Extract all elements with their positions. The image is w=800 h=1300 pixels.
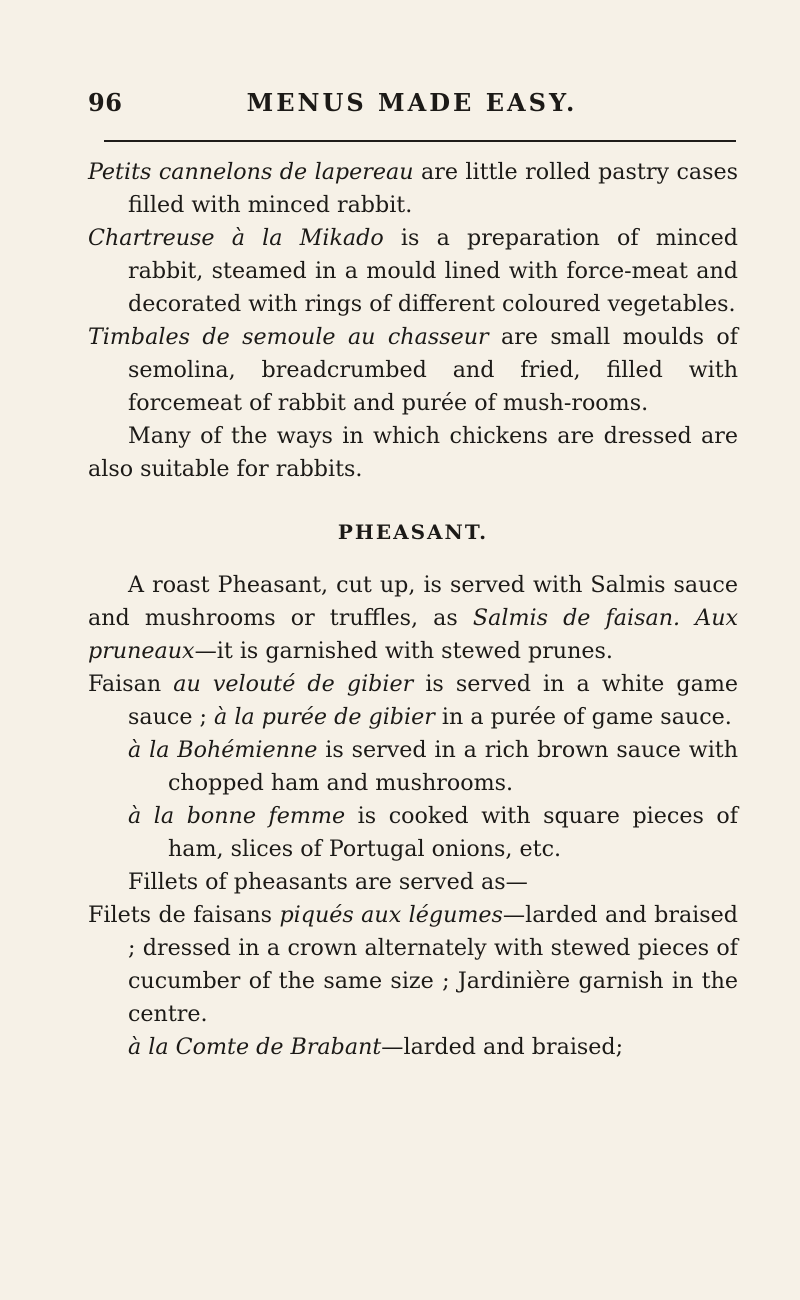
- rabbit-note: Many of the ways in which chickens are dressed are also suitable for rabbits.: [88, 423, 738, 482]
- dish-term: à la purée de gibier: [214, 704, 435, 730]
- dish-description: is cooked with square pieces of ham, slices of Portugal onions, etc.: [168, 803, 738, 862]
- entry-bohemienne: [128, 734, 738, 800]
- dish-term: piqués aux légumes: [279, 902, 503, 928]
- dish-description: are little rolled pastry cases filled with minced rabbit.: [128, 159, 739, 218]
- entry-chartreuse: [88, 222, 738, 321]
- dish-description: is a preparation of minced rabbit, steamed in a mould lined with force-meat and decorated with rings of different coloured vegetables.: [128, 225, 738, 317]
- dish-term: à la Comte de Brabant: [128, 1034, 382, 1060]
- dish-label: Faisan: [88, 671, 174, 697]
- entry-bonne-femme: [128, 800, 738, 866]
- entry-faisan-veloute: [88, 668, 738, 734]
- dish-label: Filets de faisans: [88, 902, 280, 928]
- dish-term: à la bonne femme: [128, 803, 346, 829]
- page-number: 96: [88, 88, 123, 117]
- page-body: [88, 156, 738, 1064]
- pheasant-intro-text: —it is garnished with stewed prunes.: [194, 638, 613, 664]
- dish-term: Aux pruneaux: [88, 605, 738, 664]
- dish-description: is served in a rich brown sauce with chopped ham and mushrooms.: [168, 737, 739, 796]
- dish-term: au velouté de gibier: [173, 671, 414, 697]
- dish-description: —larded and braised;: [381, 1034, 624, 1060]
- dish-term: Salmis de faisan.: [472, 605, 681, 631]
- entry-timbales: [88, 321, 738, 420]
- dish-term: Petits cannelons de lapereau: [88, 159, 414, 185]
- entry-comte-de-brabant: [128, 1031, 738, 1064]
- dish-description: is served in a white game sauce ;: [128, 671, 738, 730]
- entry-petits-cannelons: [88, 156, 738, 222]
- dish-term: à la Bohémienne: [128, 737, 318, 763]
- dish-term: Chartreuse à la Mikado: [88, 225, 384, 251]
- running-title: MENUS MADE EASY.: [246, 88, 578, 117]
- pheasant-intro: [88, 569, 738, 668]
- dish-description: —larded and braised ; dressed in a crown alternately with stewed pieces of cucumber of the same size ; Jardinière garnish in the centre.: [128, 902, 738, 1027]
- pheasant-intro-text: A roast Pheasant, cut up, is served with Salmis sauce and mushrooms or truffles, as: [88, 572, 738, 631]
- header-rule: [104, 140, 736, 142]
- dish-term: Timbales de semoule au chasseur: [88, 324, 489, 350]
- entry-filets-piques: [88, 899, 738, 1031]
- dish-description: are small moulds of semolina, breadcrumbed and fried, filled with forcemeat of rabbit and purée of mush-rooms.: [128, 324, 738, 416]
- page-header: [88, 88, 736, 124]
- dish-description: in a purée of game sauce.: [434, 704, 732, 730]
- fillets-intro: Fillets of pheasants are served as—: [128, 869, 528, 895]
- section-heading-pheasant: PHEASANT.: [337, 520, 489, 544]
